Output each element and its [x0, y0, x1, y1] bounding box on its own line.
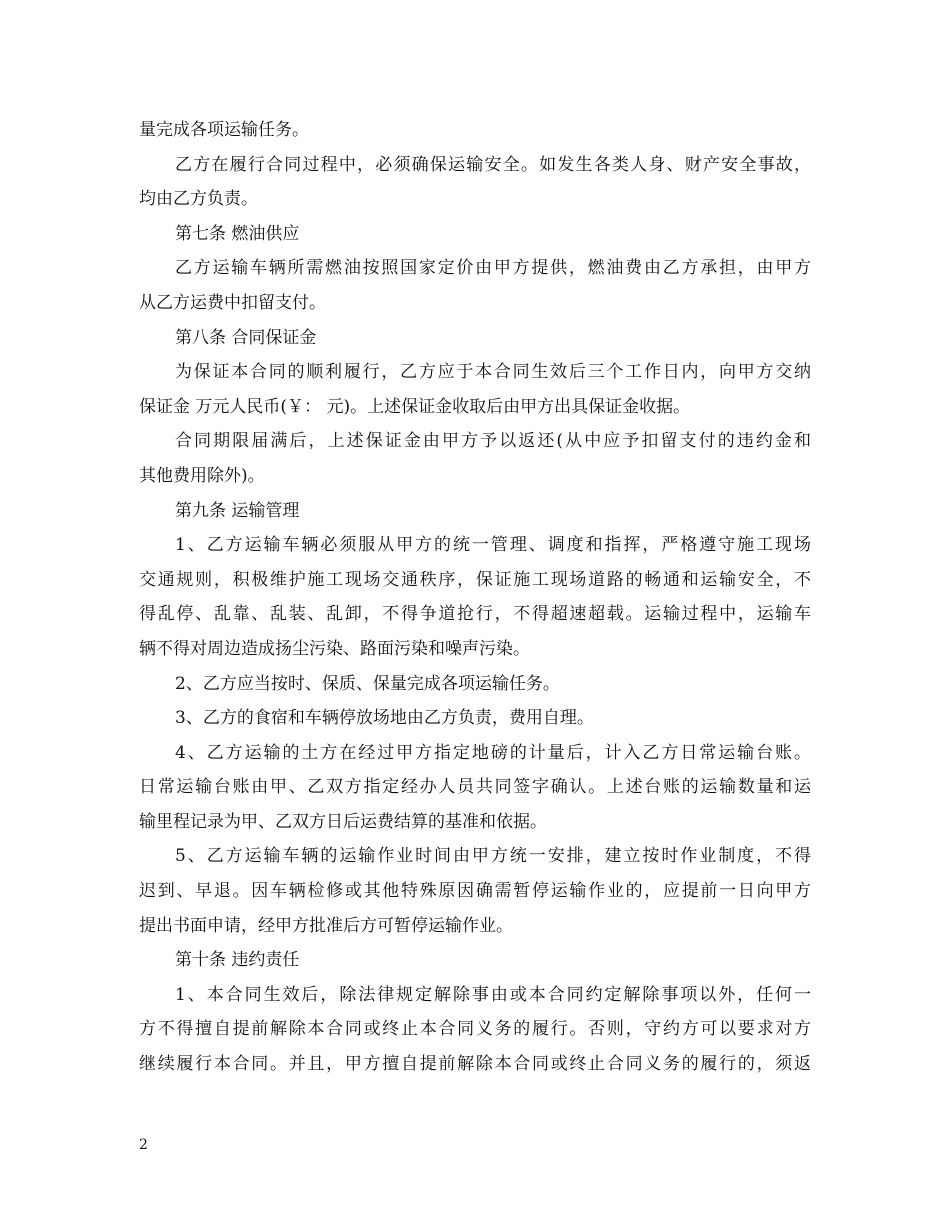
text-line: 其他费用除外)。	[139, 465, 265, 486]
text-line: 方不得擅自提前解除本合同或终止本合同义务的履行。否则，守约方可以要求对方	[139, 1019, 811, 1040]
text-line: 3、乙方的食宿和车辆停放场地由乙方负责，费用自理。	[175, 708, 594, 729]
text-line: 均由乙方负责。	[139, 189, 258, 210]
text-line: 交通规则，积极维护施工现场交通秩序，保证施工现场道路的畅通和运输安全，不	[139, 569, 811, 590]
text-line: 提出书面申请，经甲方批准后方可暂停运输作业。	[139, 915, 513, 936]
text-line: 迟到、早退。因车辆检修或其他特殊原因确需暂停运输作业的，应提前一日向甲方	[139, 881, 811, 902]
text-line: 辆不得对周边造成扬尘污染、路面污染和噪声污染。	[139, 638, 530, 659]
text-line: 第十条 违约责任	[175, 950, 300, 971]
text-line: 从乙方运费中扣留支付。	[139, 292, 326, 313]
page-number: 2	[139, 1137, 148, 1153]
text-line: 4、乙方运输的土方在经过甲方指定地磅的计量后，计入乙方日常运输台账。	[175, 742, 811, 763]
text-line: 1、乙方运输车辆必须服从甲方的统一管理、调度和指挥，严格遵守施工现场	[175, 535, 811, 556]
text-line: 2、乙方应当按时、保质、保量完成各项运输任务。	[175, 673, 560, 694]
text-line: 量完成各项运输任务。	[139, 120, 309, 140]
text-line: 保证金 万元人民币(￥： 元)。上述保证金收取后由甲方出具保证金收据。	[139, 396, 691, 417]
text-line: 第七条 燃油供应	[175, 223, 300, 244]
text-line: 第九条 运输管理	[175, 500, 300, 521]
text-line: 第八条 合同保证金	[175, 327, 317, 348]
text-line: 得乱停、乱靠、乱装、乱卸，不得争道抢行，不得超速超载。运输过程中，运输车	[139, 604, 811, 625]
text-line: 日常运输台账由甲、乙双方指定经办人员共同签字确认。上述台账的运输数量和运	[139, 777, 811, 798]
text-line: 为保证本合同的顺利履行，乙方应于本合同生效后三个工作日内，向甲方交纳	[175, 362, 811, 383]
text-line: 继续履行本合同。并且，甲方擅自提前解除本合同或终止合同义务的履行的，须返	[139, 1054, 811, 1075]
text-line: 5、乙方运输车辆的运输作业时间由甲方统一安排，建立按时作业制度，不得	[175, 846, 811, 867]
text-line: 乙方在履行合同过程中，必须确保运输安全。如发生各类人身、财产安全事故，	[175, 154, 811, 175]
text-line: 乙方运输车辆所需燃油按照国家定价由甲方提供，燃油费由乙方承担，由甲方	[175, 258, 811, 279]
text-line: 合同期限届满后，上述保证金由甲方予以返还(从中应予扣留支付的违约金和	[175, 431, 811, 452]
document-body	[139, 113, 811, 1082]
text-line: 1、本合同生效后，除法律规定解除事由或本合同约定解除事项以外，任何一	[175, 984, 811, 1005]
text-line: 输里程记录为甲、乙双方日后运费结算的基准和依据。	[139, 811, 547, 832]
